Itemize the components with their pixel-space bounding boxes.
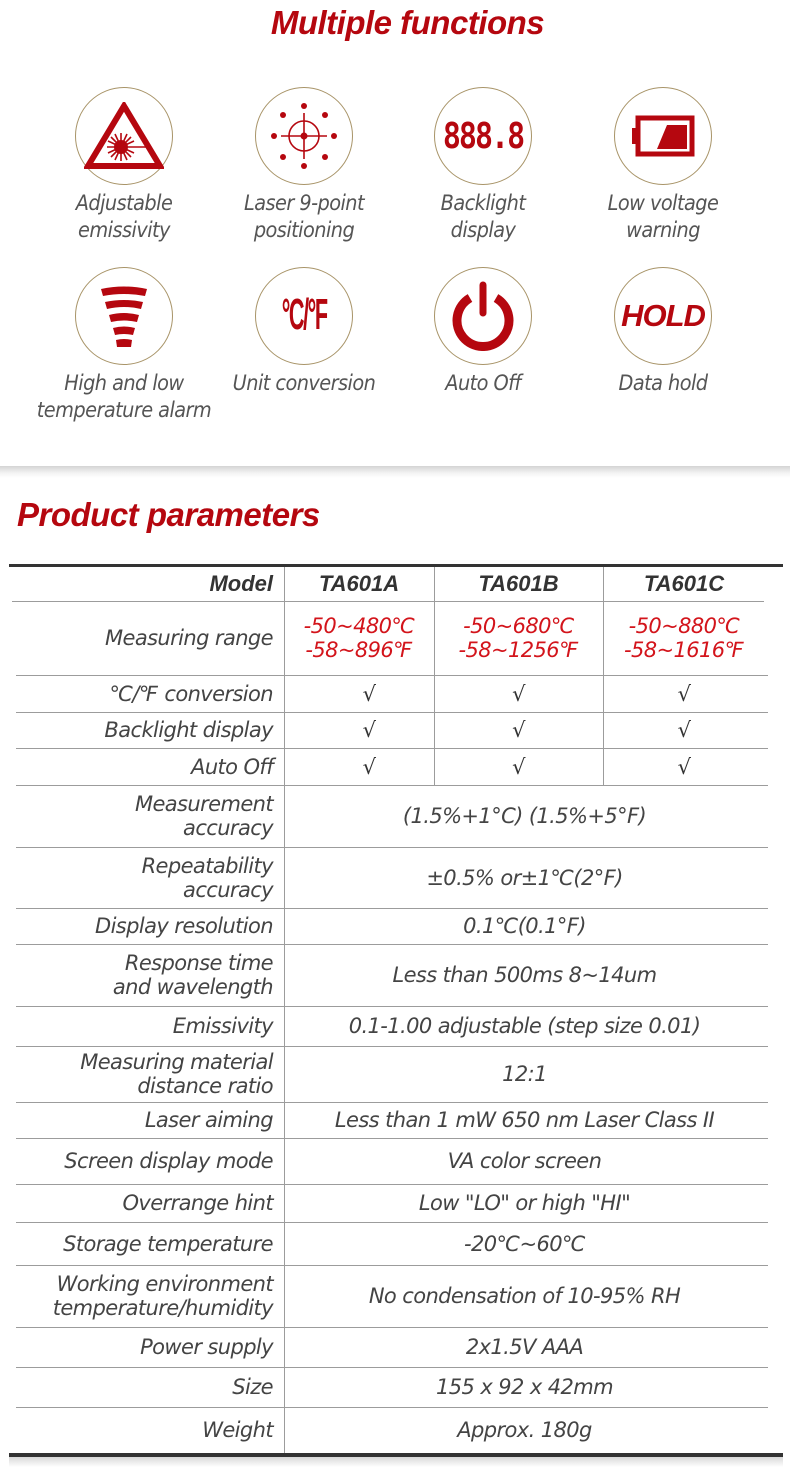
param-value: Less than 500ms 8~14um xyxy=(392,963,657,987)
param-value: 0.1℃(0.1°F) xyxy=(463,914,586,938)
hold-icon: HOLD xyxy=(614,267,712,365)
param-label: Screen display mode xyxy=(64,1149,273,1173)
param-value: 155 x 92 x 42mm xyxy=(436,1375,613,1399)
range-ta601c: -50~880℃ -58~1616℉ xyxy=(624,614,744,662)
backlight-label: Backlight display xyxy=(104,718,273,742)
check-icon: √ xyxy=(512,718,525,742)
feature-label: Adjustable emissivity xyxy=(75,191,173,242)
param-label: Display resolution xyxy=(95,914,273,938)
conversion-label: ℃/℉ conversion xyxy=(109,681,273,706)
feature-label: High and low temperature alarm xyxy=(36,371,212,422)
range-ta601a: -50~480℃ -58~896℉ xyxy=(303,614,415,662)
param-value: 2x1.5V AAA xyxy=(465,1335,584,1359)
param-label: Weight xyxy=(202,1418,273,1442)
model-ta601b: TA601B xyxy=(478,571,559,596)
param-label: Repeatability accuracy xyxy=(141,853,273,902)
unit-conversion-icon: °C/°F xyxy=(255,267,353,365)
check-icon: √ xyxy=(362,718,376,742)
param-label: Size xyxy=(232,1375,273,1399)
param-value: Approx. 180g xyxy=(457,1418,592,1442)
param-label: Power supply xyxy=(140,1335,273,1359)
check-icon: √ xyxy=(677,754,691,779)
model-ta601a: TA601A xyxy=(318,571,400,596)
product-parameters-title: Product parameters xyxy=(17,496,320,533)
param-label: Emissivity xyxy=(172,1014,273,1038)
model-header-label: Model xyxy=(209,571,273,596)
param-value: Low "LO" or high "HI" xyxy=(418,1191,631,1215)
check-icon: √ xyxy=(362,681,376,706)
feature-label: Backlight display xyxy=(440,191,526,242)
check-icon: √ xyxy=(512,754,525,779)
check-icon: √ xyxy=(677,718,691,742)
param-value: 0.1-1.00 adjustable (step size 0.01) xyxy=(348,1014,701,1038)
check-icon: √ xyxy=(362,754,376,779)
check-icon: √ xyxy=(677,681,691,706)
param-label: Working environment temperature/humidity xyxy=(52,1272,273,1320)
feature-label: Auto Off xyxy=(445,371,521,395)
param-label: Overrange hint xyxy=(122,1191,273,1215)
param-value: VA color screen xyxy=(447,1149,602,1173)
check-icon: √ xyxy=(512,681,525,706)
auto-off-label: Auto Off xyxy=(191,754,273,779)
param-label: Storage temperature xyxy=(63,1231,273,1256)
param-label: Measuring material distance ratio xyxy=(80,1050,273,1098)
backlight-display-icon: 888.8 xyxy=(434,87,532,185)
measuring-range-label: Measuring range xyxy=(104,626,273,650)
param-value: 12:1 xyxy=(502,1062,547,1086)
param-value: (1.5%+1°C) (1.5%+5°F) xyxy=(402,804,647,828)
feature-label: Data hold xyxy=(618,371,708,395)
param-label: Measurement accuracy xyxy=(134,792,273,840)
param-label: Response time and wavelength xyxy=(112,951,273,999)
param-value: Less than 1 mW 650 nm Laser Class II xyxy=(334,1108,715,1132)
feature-label: Unit conversion xyxy=(232,371,376,395)
param-value: ±0.5% or±1℃(2°F) xyxy=(426,865,623,890)
feature-label: Laser 9-point positioning xyxy=(243,191,365,242)
multiple-functions-title: Multiple functions xyxy=(270,4,545,41)
feature-label: Low voltage warning xyxy=(607,191,719,242)
param-value: -20℃~60℃ xyxy=(464,1231,585,1256)
param-value: No condensation of 10-95% RH xyxy=(368,1284,681,1308)
table-bottom-shadow xyxy=(9,1457,783,1467)
param-label: Laser aiming xyxy=(144,1108,273,1132)
model-ta601c: TA601C xyxy=(643,571,725,596)
range-ta601b: -50~680℃ -58~1256℉ xyxy=(458,614,579,662)
